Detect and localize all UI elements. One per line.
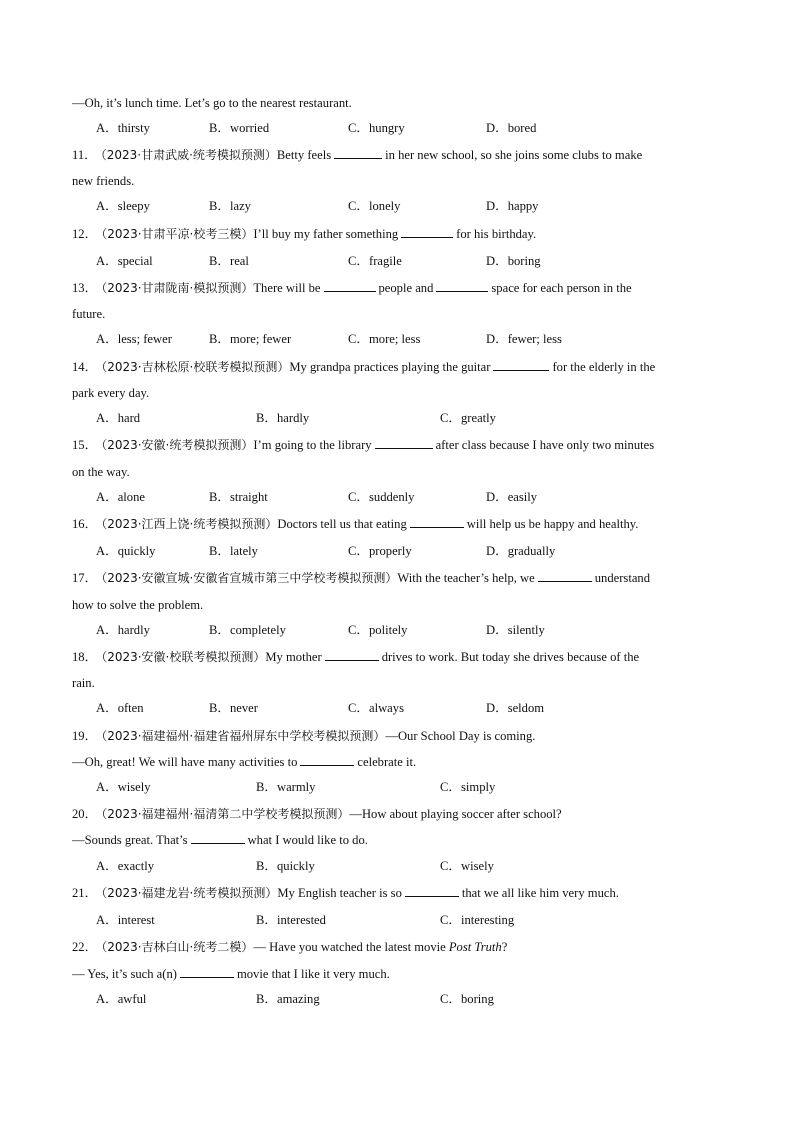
option-c: C．lonely [348,199,401,213]
answer-blank [180,965,234,978]
option-a: A．often [96,701,144,715]
question-14-continued: park every day. [72,386,150,400]
option-c: C．politely [348,623,408,637]
options-row [0,252,794,270]
option-a: A．hard [96,411,141,425]
question-source: （2023·吉林松原·校联考模拟预测） [101,360,290,374]
options-row [0,330,794,348]
option-c: C．wisely [440,859,494,873]
option-a: A．wisely [96,780,151,794]
option-c: C．hungry [348,121,405,135]
answer-blank [375,436,433,449]
option-d: D．bored [486,121,537,135]
answer-blank [324,279,376,292]
dialog-line: —Oh, it’s lunch time. Let’s go to the nearest restaurant. [72,96,352,110]
answer-blank [405,884,459,897]
question-14: 14． （2023·吉林松原·校联考模拟预测）My grandpa practices playing the guitar for the elderly in the [72,360,656,374]
movie-title: Post Truth [448,940,502,954]
option-a: A．thirsty [96,121,150,135]
option-a: A．awful [96,992,147,1006]
question-source: （2023·福建福州·福清第二中学校考模拟预测） [101,807,350,821]
answer-blank [401,225,453,238]
option-c: C．fragile [348,254,402,268]
option-c: C．interesting [440,913,515,927]
option-a: A．interest [96,913,155,927]
options-row [0,911,794,929]
option-d: D．seldom [486,701,545,715]
question-17-continued: how to solve the problem. [72,598,204,612]
question-22: 22． （2023·吉林白山·统考二模）— Have you watched the latest movie Post Truth? [72,940,508,954]
question-source: （2023·甘肃陇南·模拟预测） [101,281,254,295]
option-a: A．less; fewer [96,332,172,346]
option-a: A．alone [96,490,145,504]
question-15-continued: on the way. [72,465,130,479]
answer-blank [538,569,592,582]
options-row [0,197,794,215]
question-source: （2023·江西上饶·统考模拟预测） [101,517,278,531]
option-c: C．properly [348,544,412,558]
option-c: C．suddenly [348,490,415,504]
question-12: 12． （2023·甘肃平凉·校考三模）I’ll buy my father something for his birthday. [72,227,537,241]
options-row [0,778,794,796]
option-d: D．boring [486,254,541,268]
option-a: A．sleepy [96,199,150,213]
option-a: A．hardly [96,623,150,637]
option-c: C．boring [440,992,494,1006]
question-18: 18． （2023·安徽·校联考模拟预测）My mother drives to work. But today she drives because of the [72,650,640,664]
options-row [0,409,794,427]
question-13-continued: future. [72,307,106,321]
option-b: B．straight [209,490,268,504]
option-b: B．real [209,254,249,268]
option-d: D．fewer; less [486,332,562,346]
options-row [0,488,794,506]
option-d: D．happy [486,199,539,213]
option-c: C．always [348,701,404,715]
question-source: （2023·安徽·校联考模拟预测） [101,650,266,664]
option-d: D．gradually [486,544,556,558]
answer-blank [334,146,382,159]
option-b: B．more; fewer [209,332,292,346]
question-22-continued: — Yes, it’s such a(n) movie that I like it very much. [72,967,390,981]
question-20-continued: —Sounds great. That’s what I would like to do. [72,833,368,847]
options-row [0,119,794,137]
option-c: C．more; less [348,332,421,346]
option-b: B．completely [209,623,286,637]
question-15: 15． （2023·安徽·统考模拟预测）I’m going to the library after class because I have only two minutes [72,438,655,452]
options-row [0,699,794,717]
question-18-continued: rain. [72,676,95,690]
question-13: 13． （2023·甘肃陇南·模拟预测）There will be people and space for each person in the [72,281,632,295]
question-20: 20． （2023·福建福州·福清第二中学校考模拟预测）—How about playing soccer after school? [72,807,562,821]
option-a: A．quickly [96,544,156,558]
question-11-continued: new friends. [72,174,135,188]
option-b: B．amazing [256,992,320,1006]
question-source: （2023·安徽宣城·安徽省宣城市第三中学校考模拟预测） [101,571,398,585]
option-c: C．simply [440,780,496,794]
option-a: A．special [96,254,153,268]
question-source: （2023·吉林白山·统考二模） [101,940,254,954]
answer-blank [436,279,488,292]
option-b: B．interested [256,913,326,927]
answer-blank [191,831,245,844]
question-11: 11． （2023·甘肃武威·统考模拟预测）Betty feels in her new school, so she joins some clubs to make [72,148,643,162]
option-c: C．greatly [440,411,496,425]
question-source: （2023·甘肃武威·统考模拟预测） [100,148,277,162]
question-16: 16． （2023·江西上饶·统考模拟预测）Doctors tell us that eating will help us be happy and healthy. [72,517,639,531]
option-b: B．quickly [256,859,315,873]
option-b: B．lazy [209,199,251,213]
answer-blank [493,358,549,371]
option-b: B．lately [209,544,258,558]
answer-blank [300,753,354,766]
question-19-continued: —Oh, great! We will have many activities to celebrate it. [72,755,417,769]
options-row [0,621,794,639]
answer-blank [325,648,379,661]
question-21: 21． （2023·福建龙岩·统考模拟预测）My English teacher is so that we all like him very much. [72,886,619,900]
option-d: D．silently [486,623,545,637]
answer-blank [410,515,464,528]
options-row [0,542,794,560]
option-b: B．warmly [256,780,316,794]
question-19: 19． （2023·福建福州·福建省福州屏东中学校考模拟预测）—Our School Day is coming. [72,729,536,743]
option-a: A．exactly [96,859,155,873]
option-b: B．worried [209,121,270,135]
question-source: （2023·福建龙岩·统考模拟预测） [101,886,278,900]
question-source: （2023·福建福州·福建省福州屏东中学校考模拟预测） [101,729,386,743]
option-b: B．hardly [256,411,310,425]
option-d: D．easily [486,490,538,504]
question-source: （2023·甘肃平凉·校考三模） [101,227,254,241]
question-17: 17． （2023·安徽宣城·安徽省宣城市第三中学校考模拟预测）With the teacher’s help, we understand [72,571,651,585]
option-b: B．never [209,701,258,715]
question-source: （2023·安徽·统考模拟预测） [101,438,254,452]
options-row [0,990,794,1008]
options-row [0,857,794,875]
